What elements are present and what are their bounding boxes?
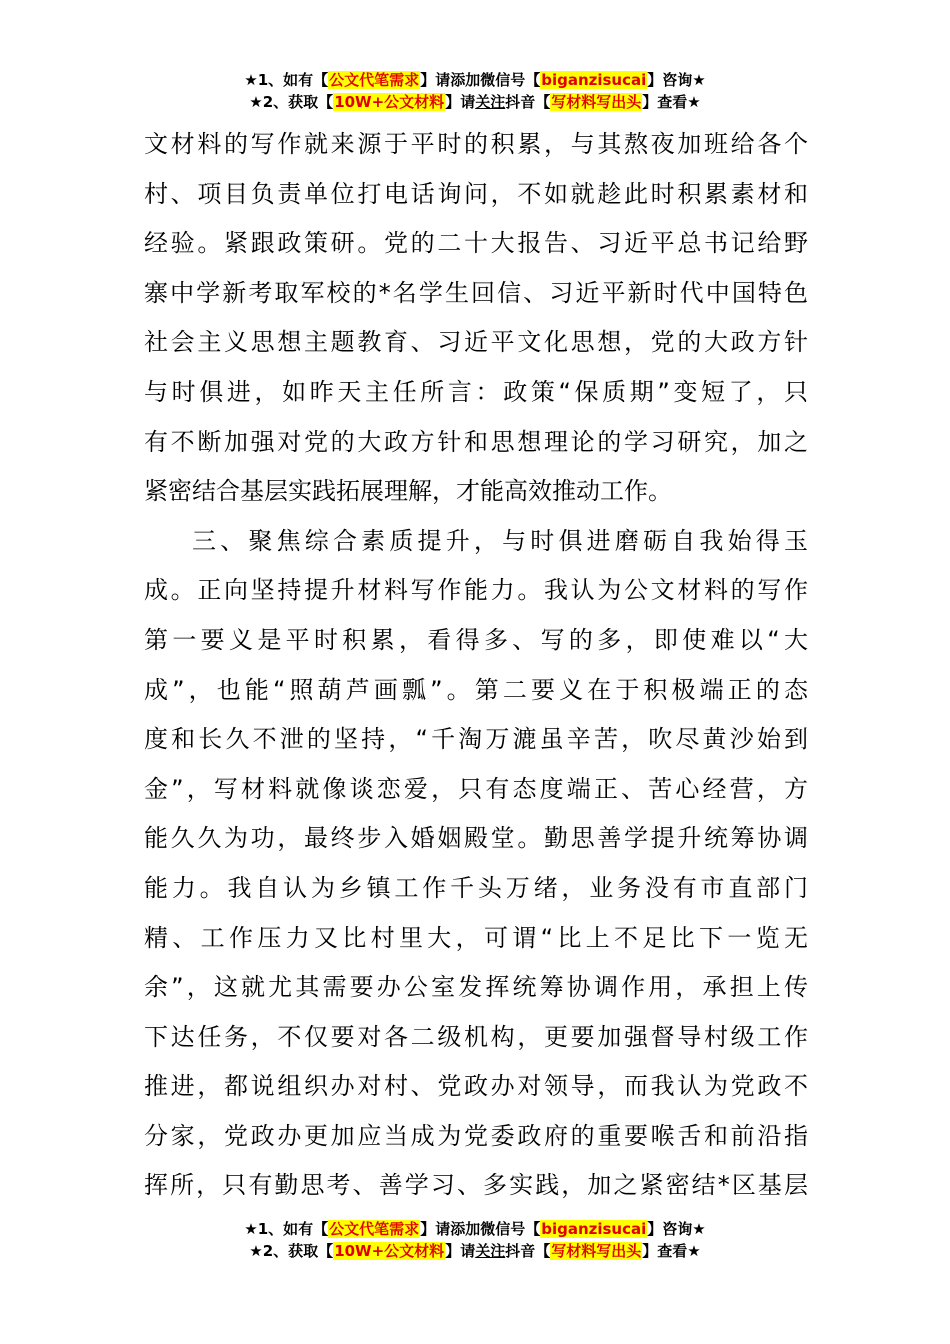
text-line: 挥所，只有勤思考、善学习、多实践，加之紧密结*区基层 bbox=[144, 1171, 808, 1200]
text-line: 下达任务，不仅要对各二级机构，更要加强督导村级工作 bbox=[144, 1022, 808, 1051]
footer-follow-text: 关注 bbox=[475, 1242, 506, 1260]
header-highlight-wechat-id: biganzisucai bbox=[541, 71, 647, 89]
paragraph-2 bbox=[144, 517, 808, 1211]
paragraph-1 bbox=[144, 120, 808, 517]
text-line: 推进，都说组织办对村、党政办对领导，而我认为党政不 bbox=[144, 1072, 808, 1101]
text-line: 经验。紧跟政策研。党的二十大报告、习近平总书记给野 bbox=[144, 229, 808, 258]
document-body bbox=[144, 120, 808, 1211]
footer-highlight-wechat-id: biganzisucai bbox=[541, 1220, 647, 1238]
section-heading-line: 三、聚焦综合素质提升，与时俱进磨砺自我始得玉 bbox=[192, 526, 808, 555]
text-line: 紧密结合基层实践拓展理解，才能高效推动工作。 bbox=[144, 477, 672, 506]
header-highlight-douyin: 写材料写出头 bbox=[551, 93, 642, 111]
footer-banner bbox=[0, 1218, 950, 1262]
text-line: 文材料的写作就来源于平时的积累，与其熬夜加班给各个 bbox=[144, 130, 808, 158]
text-line: 能久久为功，最终步入婚姻殿堂。勤思善学提升统筹协调 bbox=[144, 824, 808, 853]
text-line: 度和长久不泄的坚持，“千淘万漉虽辛苦，吹尽黄沙始到 bbox=[144, 725, 808, 754]
header-highlight-materials: 10W+公文材料 bbox=[334, 93, 445, 111]
text-line: 第一要义是平时积累，看得多、写的多，即使难以“大 bbox=[144, 625, 808, 654]
text-line: 金”，写材料就像谈恋爱，只有态度端正、苦心经营，方 bbox=[144, 774, 808, 803]
header-banner bbox=[0, 69, 950, 113]
text-line: 能力。我自认为乡镇工作千头万绪，业务没有市直部门 bbox=[144, 873, 808, 902]
text-line: 有不断加强对党的大政方针和思想理论的学习研究，加之 bbox=[144, 427, 808, 456]
text-line: 与时俱进，如昨天主任所言：政策“保质期”变短了，只 bbox=[144, 377, 808, 406]
footer-banner-line-2: ★2、获取【10W+公文材料】请关注抖音【写材料写出头】查看★ bbox=[249, 1242, 701, 1260]
text-line: 成”，也能“照葫芦画瓢”。第二要义在于积极端正的态 bbox=[144, 675, 808, 704]
footer-highlight-materials: 10W+公文材料 bbox=[334, 1242, 445, 1260]
text-line: 成。正向坚持提升材料写作能力。我认为公文材料的写作 bbox=[144, 576, 808, 605]
text-line: 余”，这就尤其需要办公室发挥统筹协调作用，承担上传 bbox=[144, 973, 808, 1002]
header-follow-text: 关注 bbox=[475, 93, 506, 111]
header-banner-line-1: ★1、如有【公文代笔需求】请添加微信号【biganzisucai】咨询★ bbox=[244, 71, 706, 89]
text-line: 村、项目负责单位打电话询问，不如就趁此时积累素材和 bbox=[144, 179, 808, 208]
header-banner-line-2: ★2、获取【10W+公文材料】请关注抖音【写材料写出头】查看★ bbox=[249, 93, 701, 111]
text-line: 分家，党政办更加应当成为党委政府的重要喉舌和前沿指 bbox=[144, 1121, 808, 1150]
text-line: 寨中学新考取军校的*名学生回信、习近平新时代中国特色 bbox=[144, 278, 808, 307]
text-line: 精、工作压力又比村里大，可谓“比上不足比下一览无 bbox=[144, 923, 808, 952]
footer-highlight-service: 公文代笔需求 bbox=[329, 1220, 420, 1238]
footer-highlight-douyin: 写材料写出头 bbox=[551, 1242, 642, 1260]
text-line: 社会主义思想主题教育、习近平文化思想，党的大政方针 bbox=[144, 328, 808, 357]
footer-banner-line-1: ★1、如有【公文代笔需求】请添加微信号【biganzisucai】咨询★ bbox=[244, 1220, 706, 1238]
header-highlight-service: 公文代笔需求 bbox=[329, 71, 420, 89]
